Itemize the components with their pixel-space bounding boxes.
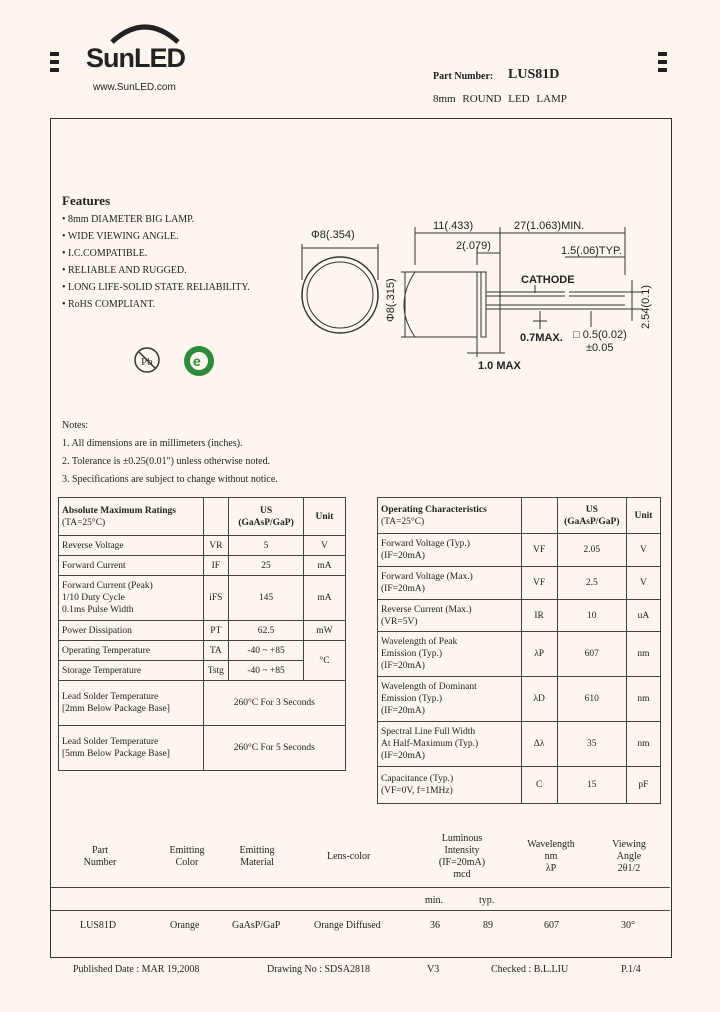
row-typ: 89 — [483, 920, 493, 931]
part-number-label: Part Number: — [433, 71, 494, 82]
note-item: 1. All dimensions are in millimeters (inches). — [62, 438, 243, 449]
table-row: Power Dissipation PT 62.5 mW — [59, 621, 346, 641]
header-typ: typ. — [479, 895, 495, 906]
table-row: Spectral Line Full Width At Half-Maximum (Typ.) (IF=20mA) Δλ 35 nm — [378, 722, 661, 767]
dim-dia-top: Φ8(.354) — [311, 229, 355, 241]
header-luminous: Luminous Intensity (IF=20mA) mcd — [438, 833, 486, 880]
dim-max-10: 1.0 MAX — [478, 360, 521, 372]
published-date: Published Date : MAR 19,2008 — [73, 964, 200, 975]
header-wavelength: Wavelength nm λP — [527, 839, 575, 874]
website[interactable]: www.SunLED.com — [93, 82, 176, 93]
version: V3 — [427, 964, 440, 975]
page-number: P.1/4 — [621, 964, 641, 975]
header-min: min. — [425, 895, 444, 906]
row-color: Orange — [170, 920, 200, 931]
divider — [51, 910, 670, 911]
row-min: 36 — [430, 920, 440, 931]
top-view-drawing — [296, 240, 386, 340]
table-row: Lead Solder Temperature [5mm Below Package Base] 260°C For 5 Seconds — [59, 726, 346, 771]
row-wavelength: 607 — [544, 920, 559, 931]
header-viewing: Viewing Angle 2θ1/2 — [612, 839, 646, 874]
feature-item: • LONG LIFE-SOLID STATE RELIABILITY. — [62, 282, 250, 293]
table-row: Storage Temperature Tstg -40 ~ +85 — [59, 661, 346, 681]
dim-len-2: 2(.079) — [456, 240, 491, 252]
logo: SunLED — [86, 43, 185, 73]
header-color: Emitting Color — [169, 845, 205, 868]
table-row: Wavelength of Dominant Emission (Typ.) (IF=20mA) λD 610 nm — [378, 677, 661, 722]
note-item: 2. Tolerance is ±0.25(0.01") unless otherwise noted. — [62, 456, 271, 467]
divider — [51, 887, 670, 888]
feature-item: • RoHS COMPLIANT. — [62, 299, 156, 310]
dim-dia-side: Φ8(.315) — [385, 278, 397, 322]
dim-lead-square: □ 0.5(0.02) — [573, 329, 627, 341]
description: 8mm ROUND LED LAMP — [433, 93, 567, 105]
svg-text:Pb: Pb — [141, 356, 153, 368]
row-part: LUS81D — [80, 920, 117, 931]
features-title: Features — [62, 193, 111, 208]
table-row: Reverse Voltage VR 5 V — [59, 536, 346, 556]
dim-lead-tol: ±0.05 — [586, 342, 614, 354]
table-row: Lead Solder Temperature [2mm Below Package Base] 260°C For 3 Seconds — [59, 681, 346, 726]
table-row: Forward Voltage (Max.) (IF=20mA) VF 2.5 V — [378, 567, 661, 600]
dim-len-27: 27(1.063)MIN. — [514, 220, 585, 232]
header-part: Part Number — [83, 845, 117, 868]
checked-by: Checked : B.L.LIU — [491, 964, 569, 975]
dim-len-11: 11(.433) — [433, 220, 474, 232]
table-row: Reverse Current (Max.) (VR=5V) IR 10 uA — [378, 600, 661, 632]
abs-max-table: Absolute Maximum Ratings (TA=25°C) US (GaAsP/GaP) Unit Reverse Voltage VR 5 V Forward Current IF 25 mA Forward Current (Peak) 1/10 Duty Cycle 0.1ms Pulse Width iFS 145 mA Power Dissipation PT 62.5 mW Operating Temperature TA -40 ~ +85 °C Storage Temperature Tstg -40 ~ +85 Lead Solder Temperature [2mm Below Package Base] 260°C For 3 Seconds Lead Solder Temperature [5mm Below Package Base] 260°C For 5 Seconds — [58, 497, 346, 771]
drawing-number: Drawing No : SDSA2818 — [267, 964, 371, 975]
table-row: Wavelength of Peak Emission (Typ.) (IF=20mA) λP 607 nm — [378, 632, 661, 677]
side-view-drawing — [395, 225, 645, 370]
table-row: Capacitance (Typ.) (VF=0V, f=1MHz) C 15 pF — [378, 767, 661, 804]
header-material: Emitting Material — [239, 845, 275, 868]
feature-item: • 8mm DIAMETER BIG LAMP. — [62, 214, 195, 225]
logo-arc-icon — [110, 20, 180, 44]
row-lens: Orange Diffused — [314, 920, 381, 931]
pb-free-icon — [133, 346, 161, 374]
dim-lead-15: 1.5(.06)TYP. — [561, 245, 622, 257]
feature-item: • WIDE VIEWING ANGLE. — [62, 231, 179, 242]
table-row: Forward Current (Peak) 1/10 Duty Cycle 0.1ms Pulse Width iFS 145 mA — [59, 576, 346, 621]
row-viewing: 30° — [621, 920, 635, 931]
row-material: GaAsP/GaP — [232, 920, 281, 931]
feature-item: • I.C.COMPATIBLE. — [62, 248, 148, 259]
feature-item: • RELIABLE AND RUGGED. — [62, 265, 187, 276]
dim-max-07: 0.7MAX. — [520, 332, 563, 344]
note-item: 3. Specifications are subject to change without notice. — [62, 474, 278, 485]
header-lens: Lens-color — [327, 851, 371, 862]
cathode-label: CATHODE — [521, 274, 575, 286]
dim-pitch: 2.54(0.1) — [640, 284, 652, 329]
notes-title: Notes: — [62, 420, 89, 431]
eco-green-icon — [181, 344, 217, 378]
op-char-table: Operating Characteristics (TA=25°C) US (GaAsP/GaP) Unit Forward Voltage (Typ.) (IF=20mA) VF 2.05 V Forward Voltage (Max.) (IF=20mA) VF 2.5 V Reverse Current (Max.) (VR=5V) IR 10 uA Wavelength of Peak Emission (Typ.) (IF=20mA) λP 607 nm Wavelength of Dominant Emission (Typ.) (IF=20mA) λD 610 nm Spectral Line Full Width At Half-Maximum (Typ.) (IF=20mA) Δλ 35 nm Capacitance (Typ.) (VF=0V, f=1MHz) C 15 pF — [377, 497, 661, 804]
table-row: Forward Voltage (Typ.) (IF=20mA) VF 2.05 V — [378, 534, 661, 567]
part-number: LUS81D — [508, 67, 560, 82]
table-row: Forward Current IF 25 mA — [59, 556, 346, 576]
svg-text:e: e — [193, 353, 201, 369]
table-row: Operating Temperature TA -40 ~ +85 °C — [59, 641, 346, 661]
features-list — [62, 211, 250, 313]
